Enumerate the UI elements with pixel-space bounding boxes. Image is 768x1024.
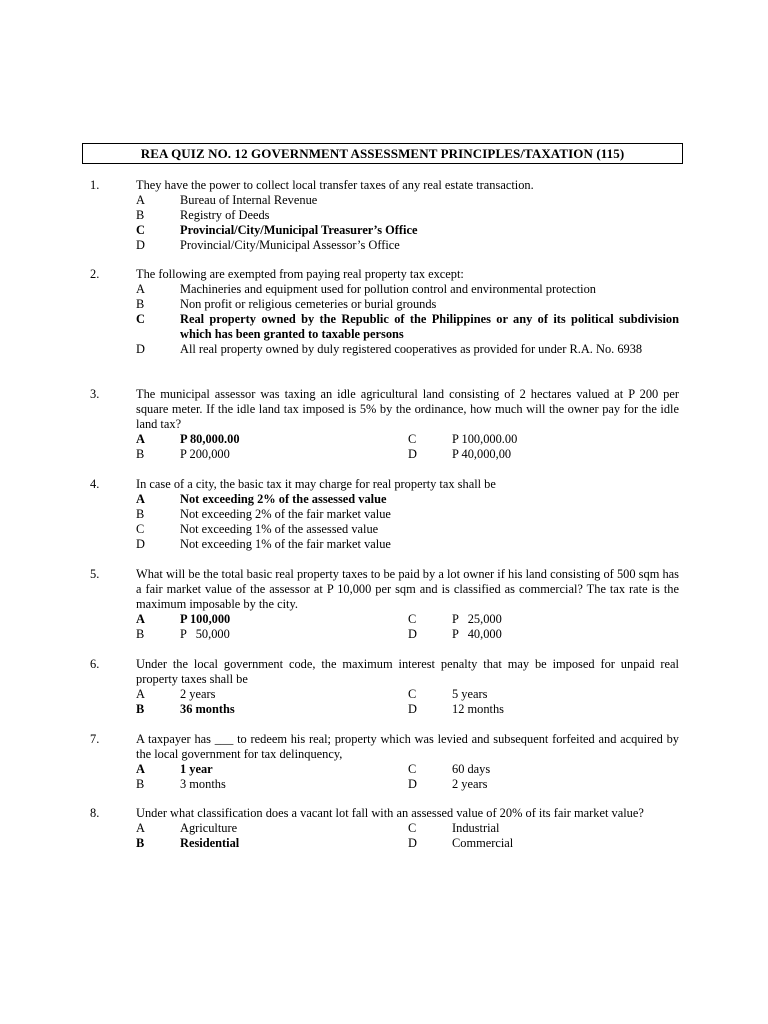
- option-a: A Machineries and equipment used for pollution control and environmental protection: [136, 282, 597, 296]
- question-number: 7.: [90, 732, 100, 746]
- option-d: D P 40,000: [408, 627, 502, 641]
- option-d: D Not exceeding 1% of the fair market value: [136, 537, 391, 551]
- question-number: 5.: [90, 567, 100, 581]
- question-7: [90, 732, 690, 792]
- option-b: B P 200,000: [136, 447, 230, 461]
- option-c: C P 25,000: [408, 612, 502, 626]
- question-stem: Under what classification does a vacant lot fall with an assessed value of 20% of its fair market value?: [136, 806, 644, 820]
- option-a: A Agriculture: [136, 821, 238, 835]
- option-b: B Non profit or religious cemeteries or burial grounds: [136, 297, 437, 311]
- option-a: A 2 years: [136, 687, 216, 701]
- option-b: B 3 months: [136, 777, 226, 791]
- option-a: A Bureau of Internal Revenue: [136, 193, 318, 207]
- option-c: C 5 years: [408, 687, 488, 701]
- option-a-answer: A 1 year: [136, 762, 213, 776]
- question-stem: A taxpayer has ___ to redeem his real; property which was levied and subsequent forfeited and acquired by the local government for tax delinquency,: [136, 732, 679, 761]
- option-d: D All real property owned by duly registered cooperatives as provided for under R.A. No. 6938: [136, 342, 643, 356]
- question-3: [90, 387, 690, 462]
- option-a-answer: A P 100,000: [136, 612, 231, 626]
- option-b-answer: B Residential: [136, 836, 240, 850]
- question-stem: In case of a city, the basic tax it may charge for real property tax shall be: [136, 477, 496, 491]
- option-a-answer: A Not exceeding 2% of the assessed value: [136, 492, 387, 506]
- question-2: [90, 267, 690, 357]
- question-4: [90, 477, 690, 552]
- question-stem: They have the power to collect local transfer taxes of any real estate transaction.: [136, 178, 534, 192]
- question-number: 4.: [90, 477, 100, 491]
- option-d: D P 40,000,00: [408, 447, 512, 461]
- option-b: B P 50,000: [136, 627, 230, 641]
- option-c-answer: C Real property owned by the Republic of the Philippines or any of its political subdivision which has been granted to taxable persons: [136, 312, 679, 341]
- option-c-answer: C Provincial/City/Municipal Treasurer’s Office: [136, 223, 418, 237]
- question-6: [90, 657, 690, 717]
- option-b: B Not exceeding 2% of the fair market value: [136, 507, 391, 521]
- question-stem: The municipal assessor was taxing an idle agricultural land consisting of 2 hectares valued at P 200 per square meter. If the idle land tax imposed is 5% by the ordinance, how much will the owner pay for the idle land tax?: [136, 387, 679, 431]
- question-number: 8.: [90, 806, 100, 820]
- question-number: 2.: [90, 267, 100, 281]
- option-c: C Industrial: [408, 821, 500, 835]
- option-d: D Commercial: [408, 836, 514, 850]
- option-d: D Provincial/City/Municipal Assessor’s Office: [136, 238, 400, 252]
- option-a-answer: A P 80,000.00: [136, 432, 240, 446]
- question-stem: What will be the total basic real property taxes to be paid by a lot owner if his land consisting of 500 sqm has a fair market value of the assessor at P 10,000 per sqm and is classified as commercial? The tax rate is the maximum imposable by the city.: [136, 567, 679, 611]
- question-number: 3.: [90, 387, 100, 401]
- option-d: D 12 months: [408, 702, 504, 716]
- quiz-title-box: [82, 143, 683, 164]
- option-b-answer: B 36 months: [136, 702, 235, 716]
- question-number: 6.: [90, 657, 100, 671]
- quiz-title: REA QUIZ NO. 12 GOVERNMENT ASSESSMENT PRINCIPLES/TAXATION (115): [140, 146, 625, 161]
- option-c: C P 100,000.00: [408, 432, 518, 446]
- question-8: [90, 806, 690, 851]
- option-c: C Not exceeding 1% of the assessed value: [136, 522, 379, 536]
- question-stem: The following are exempted from paying real property tax except:: [136, 267, 464, 281]
- option-c: C 60 days: [408, 762, 491, 776]
- question-5: [90, 567, 690, 642]
- option-b: B Registry of Deeds: [136, 208, 270, 222]
- question-1: [90, 178, 690, 253]
- option-d: D 2 years: [408, 777, 488, 791]
- question-number: 1.: [90, 178, 100, 192]
- question-stem: Under the local government code, the maximum interest penalty that may be imposed for unpaid real property taxes shall be: [136, 657, 679, 686]
